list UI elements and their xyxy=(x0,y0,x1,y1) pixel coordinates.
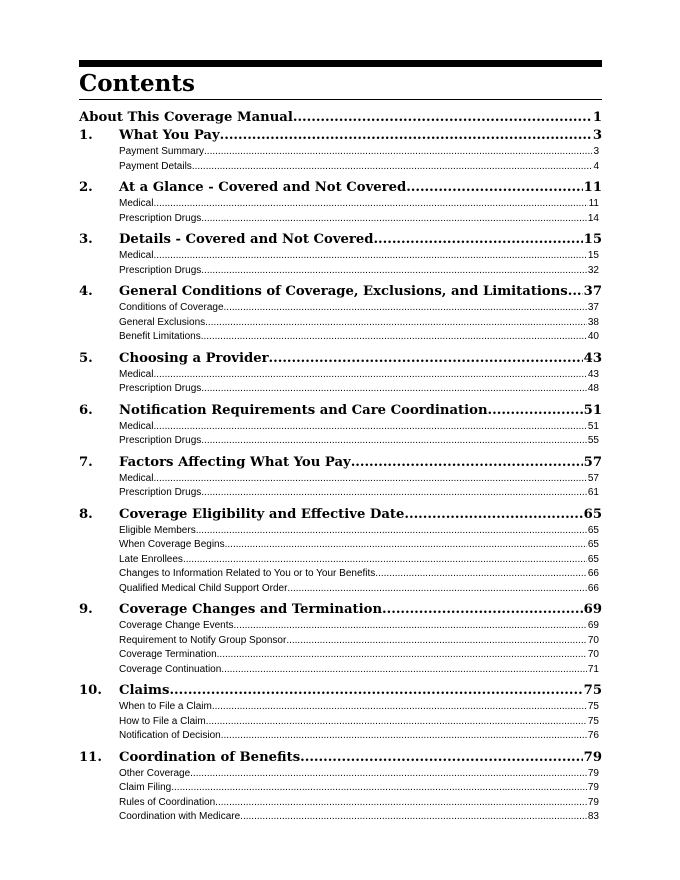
dot-leader xyxy=(201,264,587,279)
toc-page-number: 48 xyxy=(587,383,599,394)
toc-entry-about[interactable] xyxy=(79,109,602,127)
toc-subentry[interactable] xyxy=(79,301,599,316)
section-number: 2. xyxy=(79,180,93,195)
toc-section-heading[interactable] xyxy=(79,179,602,197)
toc-page-number: 75 xyxy=(583,683,602,698)
toc-page-number: 65 xyxy=(583,506,602,522)
toc-page-number: 32 xyxy=(587,264,599,276)
toc-page-number: 65 xyxy=(587,553,599,565)
toc-subentry[interactable] xyxy=(79,553,599,568)
subentry-title: Medical xyxy=(119,368,154,380)
dot-leader xyxy=(287,582,586,597)
toc-page-number: 76 xyxy=(587,730,599,741)
toc-page-number: 79 xyxy=(583,749,602,765)
subentry-title: Coordination with Medicare xyxy=(119,811,241,822)
dot-leader xyxy=(240,810,587,825)
toc-page-number: 15 xyxy=(587,250,599,261)
section-number: 8. xyxy=(79,506,93,522)
toc-page-number: 15 xyxy=(583,232,602,247)
dot-leader xyxy=(373,231,582,249)
toc-subentry[interactable] xyxy=(79,264,599,279)
toc-page-number: 4 xyxy=(593,160,599,172)
section-number: 6. xyxy=(79,402,93,418)
toc-page-number: 43 xyxy=(583,350,602,366)
section-number: 3. xyxy=(79,232,93,247)
dot-leader xyxy=(201,486,587,501)
dot-leader xyxy=(404,506,582,524)
subentry-title: Benefit Limitations xyxy=(119,331,201,342)
toc-section xyxy=(79,601,602,677)
subentry-title: Late Enrollees xyxy=(119,553,183,565)
section-number: 9. xyxy=(79,602,93,617)
toc-subentry[interactable] xyxy=(79,160,599,175)
toc-page-number: 57 xyxy=(587,472,599,484)
dot-leader xyxy=(201,212,587,227)
dot-leader xyxy=(221,663,587,678)
toc-section-heading[interactable] xyxy=(79,682,602,700)
toc-page-number: 79 xyxy=(587,782,599,793)
toc-page-number: 71 xyxy=(587,663,599,675)
dot-leader xyxy=(204,145,592,160)
toc-subentry[interactable] xyxy=(79,796,599,811)
section-title: General Conditions of Coverage, Exclusions, and Limitations xyxy=(119,284,568,299)
dot-leader xyxy=(153,249,586,264)
toc-section-heading[interactable] xyxy=(79,601,602,619)
toc-section-heading[interactable] xyxy=(79,231,602,249)
dot-leader xyxy=(201,382,587,397)
section-number: 4. xyxy=(79,284,93,299)
toc-page-number: 70 xyxy=(587,634,599,646)
dot-leader xyxy=(286,634,587,649)
toc-subentry[interactable] xyxy=(79,663,599,678)
toc-subentry[interactable] xyxy=(79,729,599,744)
toc-section-heading[interactable] xyxy=(79,506,602,524)
toc-section-heading[interactable] xyxy=(79,749,602,767)
toc-subentry[interactable] xyxy=(79,700,599,715)
subentry-title: When to File a Claim xyxy=(119,701,212,712)
subentry-title: Conditions of Coverage xyxy=(119,302,224,313)
section-title: Choosing a Provider xyxy=(119,350,269,366)
page-title: Contents xyxy=(79,70,195,97)
dot-leader xyxy=(300,749,582,767)
toc-page-number: 43 xyxy=(587,368,599,380)
toc-section xyxy=(79,402,602,449)
section-title: At a Glance - Covered and Not Covered xyxy=(119,180,407,195)
dot-leader xyxy=(220,127,592,145)
subentry-title: How to File a Claim xyxy=(119,715,206,727)
toc-subentry[interactable] xyxy=(79,810,599,825)
table-of-contents xyxy=(79,109,602,825)
subentry-title: Requirement to Notify Group Sponsor xyxy=(119,634,287,646)
toc-section-heading[interactable] xyxy=(79,283,602,301)
dot-leader xyxy=(293,109,592,127)
subentry-title: Medical xyxy=(119,198,154,209)
toc-page-number: 1 xyxy=(592,110,602,125)
toc-page-number: 61 xyxy=(587,487,599,498)
dot-leader xyxy=(206,715,587,730)
subentry-title: Coverage Change Events xyxy=(119,620,234,631)
dot-leader xyxy=(225,538,587,553)
subentry-title: Prescription Drugs xyxy=(119,435,202,446)
dot-leader xyxy=(192,160,593,175)
dot-leader xyxy=(153,368,586,383)
toc-subentry[interactable] xyxy=(79,619,599,634)
toc-entry-label: About This Coverage Manual xyxy=(79,110,293,125)
subentry-title: Notification of Decision xyxy=(119,730,221,741)
toc-page-number: 69 xyxy=(583,602,602,617)
dot-leader xyxy=(201,434,587,449)
toc-page-number: 65 xyxy=(587,524,599,536)
toc-page-number: 65 xyxy=(587,539,599,550)
dot-leader xyxy=(217,648,587,663)
subentry-title: Changes to Information Related to You or to Your Benefits xyxy=(119,568,376,579)
dot-leader xyxy=(196,524,587,539)
toc-section xyxy=(79,506,602,597)
dot-leader xyxy=(351,454,583,472)
subentry-title: Prescription Drugs xyxy=(119,487,202,498)
toc-page-number: 70 xyxy=(587,649,599,660)
toc-page-number: 11 xyxy=(583,180,602,195)
section-number: 11. xyxy=(79,749,102,765)
dot-leader xyxy=(201,330,587,345)
section-title: Coordination of Benefits xyxy=(119,749,301,765)
toc-page-number: 37 xyxy=(583,284,602,299)
toc-page-number: 75 xyxy=(587,715,599,727)
toc-page-number: 66 xyxy=(587,582,599,594)
toc-page-number: 69 xyxy=(587,620,599,631)
subentry-title: Claim Filing xyxy=(119,782,172,793)
dot-leader xyxy=(406,179,582,197)
section-title: Factors Affecting What You Pay xyxy=(119,454,351,470)
subentry-title: When Coverage Begins xyxy=(119,539,225,550)
toc-section xyxy=(79,682,602,744)
section-title: What You Pay xyxy=(119,128,220,143)
toc-page-number: 79 xyxy=(587,796,599,808)
section-title: Coverage Changes and Termination xyxy=(119,602,383,617)
toc-page-number: 14 xyxy=(587,212,599,224)
section-number: 1. xyxy=(79,128,93,143)
toc-subentry[interactable] xyxy=(79,582,599,597)
toc-section xyxy=(79,454,602,501)
dot-leader xyxy=(269,350,583,368)
subentry-title: Prescription Drugs xyxy=(119,212,202,224)
toc-subentry[interactable] xyxy=(79,648,599,663)
toc-page-number: 40 xyxy=(587,331,599,342)
toc-subentry[interactable] xyxy=(79,249,599,264)
dot-leader xyxy=(488,402,583,420)
dot-leader xyxy=(153,197,587,212)
dot-leader xyxy=(205,316,587,331)
dot-leader xyxy=(221,729,587,744)
dot-leader xyxy=(153,420,586,435)
dot-leader xyxy=(169,682,582,700)
toc-subentry[interactable] xyxy=(79,715,599,730)
toc-section-heading[interactable] xyxy=(79,127,602,145)
toc-page-number: 55 xyxy=(587,435,599,446)
toc-subentry[interactable] xyxy=(79,212,599,227)
toc-page-number: 11 xyxy=(588,198,599,209)
toc-subentry[interactable] xyxy=(79,197,599,212)
toc-page-number: 3 xyxy=(593,146,599,157)
toc-sections xyxy=(79,127,602,825)
toc-section xyxy=(79,350,602,397)
toc-section xyxy=(79,127,602,174)
toc-page-number: 51 xyxy=(583,402,602,418)
toc-subentry[interactable] xyxy=(79,767,599,782)
toc-page-number: 57 xyxy=(583,454,602,470)
toc-subentry[interactable] xyxy=(79,330,599,345)
subentry-title: Prescription Drugs xyxy=(119,264,202,276)
dot-leader xyxy=(568,283,583,301)
section-title: Notification Requirements and Care Coordination xyxy=(119,402,488,418)
toc-page-number: 37 xyxy=(587,302,599,313)
top-rule-bar xyxy=(79,60,602,67)
dot-leader xyxy=(212,700,587,715)
section-title: Details - Covered and Not Covered xyxy=(119,232,374,247)
dot-leader xyxy=(153,472,586,487)
dot-leader xyxy=(190,767,587,782)
toc-subentry[interactable] xyxy=(79,316,599,331)
subentry-title: Coverage Continuation xyxy=(119,663,222,675)
section-number: 7. xyxy=(79,454,93,470)
subentry-title: Payment Details xyxy=(119,160,192,172)
title-underline xyxy=(79,99,602,100)
toc-subentry[interactable] xyxy=(79,420,599,435)
subentry-title: Medical xyxy=(119,250,154,261)
toc-subentry[interactable] xyxy=(79,781,599,796)
toc-section-heading[interactable] xyxy=(79,454,602,472)
subentry-title: General Exclusions xyxy=(119,316,206,328)
toc-page-number: 83 xyxy=(587,811,599,822)
section-number: 5. xyxy=(79,350,93,366)
subentry-title: Coverage Termination xyxy=(119,649,217,660)
toc-subentry[interactable] xyxy=(79,486,599,501)
toc-subentry[interactable] xyxy=(79,382,599,397)
toc-subentry[interactable] xyxy=(79,368,599,383)
toc-subentry[interactable] xyxy=(79,434,599,449)
toc-page-number: 38 xyxy=(587,316,599,328)
dot-leader xyxy=(375,567,587,582)
section-number: 10. xyxy=(79,683,102,698)
dot-leader xyxy=(215,796,587,811)
toc-page-number: 51 xyxy=(587,420,599,432)
dot-leader xyxy=(171,781,587,796)
subentry-title: Rules of Coordination xyxy=(119,796,216,808)
dot-leader xyxy=(224,301,587,316)
subentry-title: Qualified Medical Child Support Order xyxy=(119,582,288,594)
toc-subentry[interactable] xyxy=(79,634,599,649)
toc-section-heading[interactable] xyxy=(79,350,602,368)
section-title: Coverage Eligibility and Effective Date xyxy=(119,506,405,522)
toc-page-number: 79 xyxy=(587,767,599,779)
subentry-title: Eligible Members xyxy=(119,524,196,536)
toc-section xyxy=(79,179,602,226)
toc-subentry[interactable] xyxy=(79,524,599,539)
subentry-title: Medical xyxy=(119,420,154,432)
toc-page-number: 3 xyxy=(592,128,602,143)
toc-page-number: 75 xyxy=(587,701,599,712)
toc-section-heading[interactable] xyxy=(79,402,602,420)
dot-leader xyxy=(183,553,587,568)
toc-section xyxy=(79,231,602,278)
contents-page xyxy=(79,60,602,825)
subentry-title: Payment Summary xyxy=(119,146,205,157)
toc-page-number: 66 xyxy=(587,568,599,579)
subentry-title: Prescription Drugs xyxy=(119,383,202,394)
toc-subentry[interactable] xyxy=(79,145,599,160)
subentry-title: Other Coverage xyxy=(119,767,191,779)
dot-leader xyxy=(382,601,583,619)
toc-subentry[interactable] xyxy=(79,567,599,582)
toc-subentry[interactable] xyxy=(79,472,599,487)
subentry-title: Medical xyxy=(119,472,154,484)
toc-section xyxy=(79,749,602,825)
toc-subentry[interactable] xyxy=(79,538,599,553)
section-title: Claims xyxy=(119,683,170,698)
dot-leader xyxy=(234,619,587,634)
toc-section xyxy=(79,283,602,345)
